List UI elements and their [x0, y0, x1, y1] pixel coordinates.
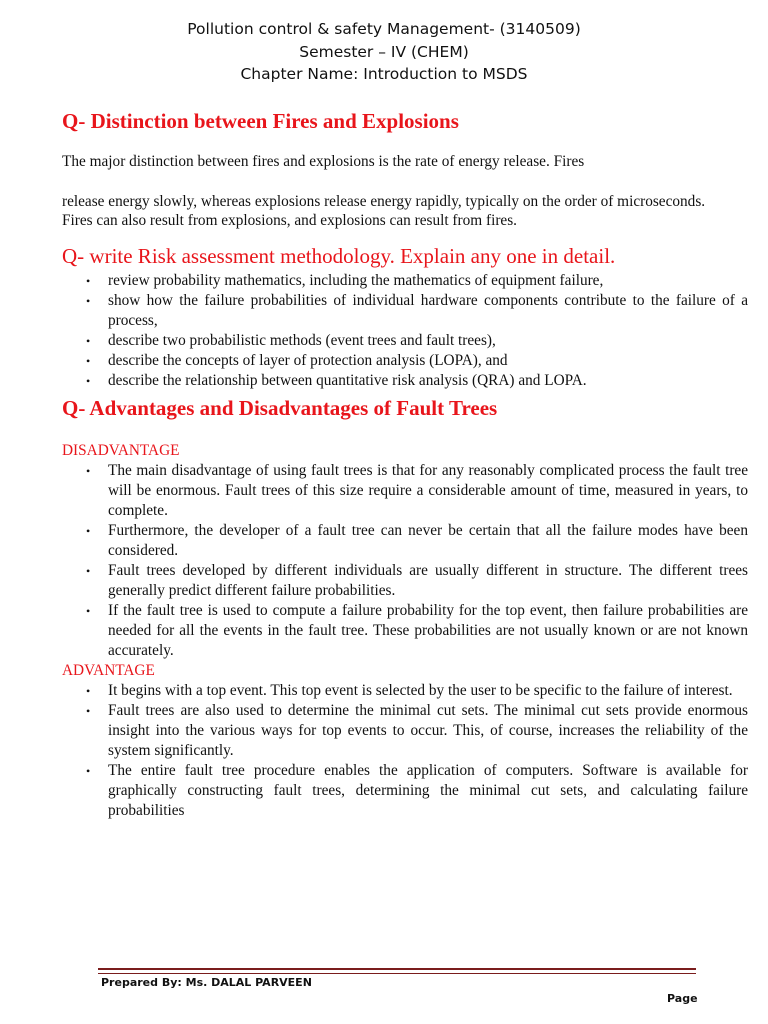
list-item: • Fault trees developed by different individuals are usually different in structure. The different trees generally predict different failure probabilities.: [86, 561, 748, 599]
bullet-icon: •: [86, 763, 91, 778]
fires-explosions-para-1: The major distinction between fires and explosions is the rate of energy release. Fires: [62, 153, 585, 170]
semester-line: Semester – IV (CHEM): [299, 42, 469, 61]
list-item: • describe the concepts of layer of protection analysis (LOPA), and: [86, 351, 508, 369]
bullet-icon: •: [86, 273, 91, 288]
course-title: Pollution control & safety Management- (3140509): [187, 20, 581, 38]
prepared-by-credit: Prepared By: Ms. DALAL PARVEEN: [101, 976, 312, 989]
bullet-icon: •: [86, 683, 91, 698]
footer-divider-thin: [98, 973, 696, 974]
risk-assessment-list: [62, 271, 748, 391]
document-body: [62, 106, 748, 821]
section-risk-assessment-heading: Q- write Risk assessment methodology. Explain any one in detail.: [62, 243, 616, 268]
list-item: • Fault trees are also used to determine the minimal cut sets. The minimal cut sets provide enormous insight into the various ways for top events to occur. This, of course, increases the reliability of the system significantly.: [86, 701, 748, 759]
section-fault-trees-heading: Q- Advantages and Disadvantages of Fault Trees: [62, 395, 498, 420]
fires-explosions-para-3: Fires can also result from explosions, and explosions can result from fires.: [62, 212, 517, 229]
advantages-list: [62, 681, 748, 821]
list-item: • Furthermore, the developer of a fault tree can never be certain that all the failure modes have been considered.: [86, 521, 748, 559]
list-item: • The main disadvantage of using fault trees is that for any reasonably complicated process the fault tree will be enormous. Fault trees of this size require a considerable amount of time, measured in years, to complete.: [86, 461, 748, 519]
section-fires-explosions-heading: Q- Distinction between Fires and Explosions: [62, 109, 459, 133]
list-item: • describe the relationship between quantitative risk analysis (QRA) and LOPA.: [86, 371, 587, 389]
bullet-icon: •: [86, 523, 91, 538]
bullet-icon: •: [86, 563, 91, 578]
disadvantages-list: [62, 461, 748, 661]
bullet-icon: •: [86, 333, 91, 348]
bullet-icon: •: [86, 703, 91, 718]
bullet-icon: •: [86, 293, 91, 308]
bullet-icon: •: [86, 463, 91, 478]
list-item: • If the fault tree is used to compute a failure probability for the top event, then failure probabilities are needed for all the events in the fault tree. These probabilities are not usually known or are not known accurately.: [86, 601, 748, 659]
disadvantage-label: DISADVANTAGE: [62, 441, 180, 459]
list-item: • It begins with a top event. This top event is selected by the user to be specific to the failure of interest.: [86, 681, 733, 699]
document-header: [0, 18, 768, 86]
page-label: Page: [667, 992, 698, 1005]
bullet-icon: •: [86, 373, 91, 388]
footer-divider-thick: [98, 968, 696, 970]
advantage-label: ADVANTAGE: [62, 661, 155, 679]
list-item: • describe two probabilistic methods (event trees and fault trees),: [86, 331, 496, 349]
fires-explosions-para-2: release energy slowly, whereas explosions release energy rapidly, typically on the order of microseconds.: [62, 192, 706, 210]
list-item: • show how the failure probabilities of individual hardware components contribute to the failure of a process,: [86, 291, 748, 329]
chapter-name: Chapter Name: Introduction to MSDS: [240, 65, 528, 83]
list-item: • The entire fault tree procedure enables the application of computers. Software is available for graphically constructing fault trees, determining the minimal cut sets, and calculating failure probabilities: [86, 761, 748, 819]
bullet-icon: •: [86, 603, 91, 618]
bullet-icon: •: [86, 353, 91, 368]
list-item: • review probability mathematics, including the mathematics of equipment failure,: [86, 271, 604, 289]
